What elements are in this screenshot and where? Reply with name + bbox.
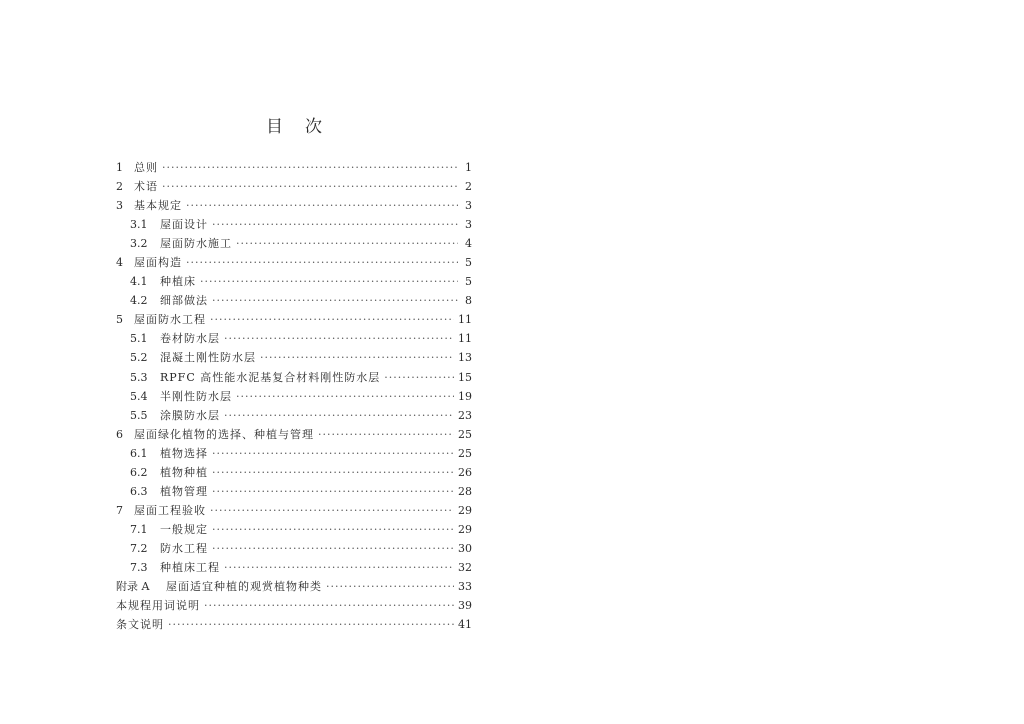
toc-entry-label: 基本规定 <box>134 199 182 213</box>
toc-entry[interactable] <box>116 158 472 177</box>
dot-leader <box>162 177 458 196</box>
dot-leader <box>186 196 458 215</box>
dot-leader <box>212 539 454 558</box>
dot-leader <box>212 463 454 482</box>
dot-leader <box>186 253 458 272</box>
toc-entry-number: 4.2 <box>130 294 148 308</box>
toc-entry-page: 26 <box>458 465 472 479</box>
toc-entry[interactable] <box>116 196 472 215</box>
dot-leader <box>224 558 454 577</box>
toc-entry[interactable] <box>116 577 472 596</box>
toc-entry-page: 11 <box>458 332 472 346</box>
toc-entry-number: 5.2 <box>130 351 148 365</box>
page-title <box>266 112 322 137</box>
dot-leader <box>168 615 454 634</box>
toc-entry-number: 4.1 <box>130 275 148 289</box>
toc-entry-page: 32 <box>458 560 472 574</box>
toc-entry-page: 39 <box>458 599 472 613</box>
toc-entry-page: 5 <box>465 275 472 289</box>
toc-entry-number: 3 <box>116 199 123 213</box>
dot-leader <box>224 406 454 425</box>
toc-entry[interactable] <box>116 253 472 272</box>
toc-entry-number: 2 <box>116 180 123 194</box>
toc-entry-page: 33 <box>458 580 472 594</box>
toc-entry[interactable] <box>116 501 472 520</box>
toc-entry-number: 1 <box>116 161 123 174</box>
toc-entry-number: 7.1 <box>130 522 148 536</box>
toc-entry-page: 3 <box>465 199 472 213</box>
toc-entry[interactable] <box>116 215 472 234</box>
dot-leader <box>236 387 454 406</box>
toc-entry-page: 8 <box>465 294 472 308</box>
toc-entry-label: 屋面构造 <box>134 256 182 270</box>
toc-entry-label: RPFC 高性能水泥基复合材料刚性防水层 <box>160 370 381 384</box>
title-char-2: 次 <box>305 117 322 137</box>
dot-leader <box>212 444 454 463</box>
toc-entry-label: 防水工程 <box>160 541 208 555</box>
toc-entry-page: 23 <box>458 408 472 422</box>
toc-entry-label: 细部做法 <box>160 294 208 308</box>
toc-entry-page: 19 <box>458 389 472 403</box>
toc-entry[interactable] <box>116 558 472 577</box>
toc-entry-number: 3.2 <box>130 237 148 251</box>
toc-entry-page: 3 <box>465 218 472 232</box>
toc-entry-label: 一般规定 <box>160 522 208 536</box>
toc-entry[interactable] <box>116 463 472 482</box>
toc-entry-page: 29 <box>458 522 472 536</box>
toc-entry-label: 混凝土刚性防水层 <box>160 351 256 365</box>
toc-entry[interactable] <box>116 310 472 329</box>
toc-entry-label: 总则 <box>134 161 158 174</box>
toc-entry-page: 5 <box>465 256 472 270</box>
toc-entry-label: 植物管理 <box>160 484 208 498</box>
toc-entry-number: 3.1 <box>130 218 148 232</box>
toc-entry-number: 6.2 <box>130 465 148 479</box>
toc-entry[interactable] <box>116 272 472 291</box>
dot-leader <box>224 329 454 348</box>
toc-entry-number: 6 <box>116 427 123 441</box>
toc-entry-number: 5.1 <box>130 332 148 346</box>
toc-entry-number: 5.4 <box>130 389 148 403</box>
toc-entry-label: 种植床工程 <box>160 560 220 574</box>
toc-entry-page: 41 <box>458 618 472 632</box>
title-char-1: 目 <box>266 117 283 137</box>
toc-entry-page: 25 <box>458 427 472 441</box>
dot-leader <box>210 310 454 329</box>
dot-leader <box>212 291 458 310</box>
toc-entry-page: 28 <box>458 484 472 498</box>
toc-entry[interactable] <box>116 596 472 615</box>
toc-entry[interactable] <box>116 368 472 387</box>
toc-entry[interactable] <box>116 406 472 425</box>
toc-entry-page: 2 <box>465 180 472 194</box>
toc-entry-page: 25 <box>458 446 472 460</box>
dot-leader <box>212 520 454 539</box>
dot-leader <box>162 158 458 177</box>
toc-entry-label: 屋面适宜种植的观赏植物种类 <box>166 580 322 594</box>
toc-entry-label: 屋面工程验收 <box>134 503 206 517</box>
toc-entry[interactable] <box>116 177 472 196</box>
dot-leader <box>236 234 458 253</box>
toc-entry-label: 屋面防水工程 <box>134 313 206 327</box>
toc-entry-label: 屋面设计 <box>160 218 208 232</box>
dot-leader <box>204 596 454 615</box>
toc-entry[interactable] <box>116 444 472 463</box>
toc-entry-page: 11 <box>458 313 472 327</box>
toc-entry-number: 附录 A <box>116 580 150 594</box>
toc-entry-number: 6.1 <box>130 446 148 460</box>
dot-leader <box>210 501 454 520</box>
toc-entry[interactable] <box>116 387 472 406</box>
toc-entry-number: 4 <box>116 256 123 270</box>
toc-entry[interactable] <box>116 329 472 348</box>
toc-entry-label: 卷材防水层 <box>160 332 220 346</box>
toc-entry-number: 5.3 <box>130 370 148 384</box>
dot-leader <box>200 272 458 291</box>
toc-entry-label: 半刚性防水层 <box>160 389 232 403</box>
toc-entry-label: 种植床 <box>160 275 196 289</box>
toc-entry-label: 涂膜防水层 <box>160 408 220 422</box>
toc-entry-label: 屋面绿化植物的选择、种植与管理 <box>134 427 314 441</box>
table-of-contents <box>116 158 472 634</box>
toc-entry-page: 4 <box>465 237 472 251</box>
toc-entry[interactable] <box>116 615 472 634</box>
toc-entry-label: 植物种植 <box>160 465 208 479</box>
toc-entry-page: 29 <box>458 503 472 517</box>
toc-entry-label: 条文说明 <box>116 618 164 632</box>
toc-entry-number: 5.5 <box>130 408 148 422</box>
toc-entry-label: 屋面防水施工 <box>160 237 232 251</box>
toc-entry[interactable] <box>116 291 472 310</box>
toc-entry[interactable] <box>116 482 472 501</box>
toc-entry-label: 植物选择 <box>160 446 208 460</box>
toc-entry-page: 1 <box>465 161 472 174</box>
dot-leader <box>318 425 454 444</box>
toc-entry-label: 术语 <box>134 180 158 194</box>
toc-entry[interactable] <box>116 348 472 367</box>
dot-leader <box>212 482 454 501</box>
toc-entry-page: 15 <box>458 370 472 384</box>
dot-leader <box>384 368 454 387</box>
dot-leader <box>326 577 454 596</box>
dot-leader <box>212 215 458 234</box>
toc-entry-number: 6.3 <box>130 484 148 498</box>
toc-entry[interactable] <box>116 520 472 539</box>
toc-entry[interactable] <box>116 539 472 558</box>
toc-entry-number: 7.2 <box>130 541 148 555</box>
toc-entry-number: 7 <box>116 503 123 517</box>
toc-entry-page: 13 <box>458 351 472 365</box>
toc-entry-number: 7.3 <box>130 560 148 574</box>
toc-entry[interactable] <box>116 234 472 253</box>
toc-entry[interactable] <box>116 425 472 444</box>
toc-entry-number: 5 <box>116 313 123 327</box>
toc-entry-label: 本规程用词说明 <box>116 599 200 613</box>
toc-entry-page: 30 <box>458 541 472 555</box>
dot-leader <box>260 348 454 367</box>
